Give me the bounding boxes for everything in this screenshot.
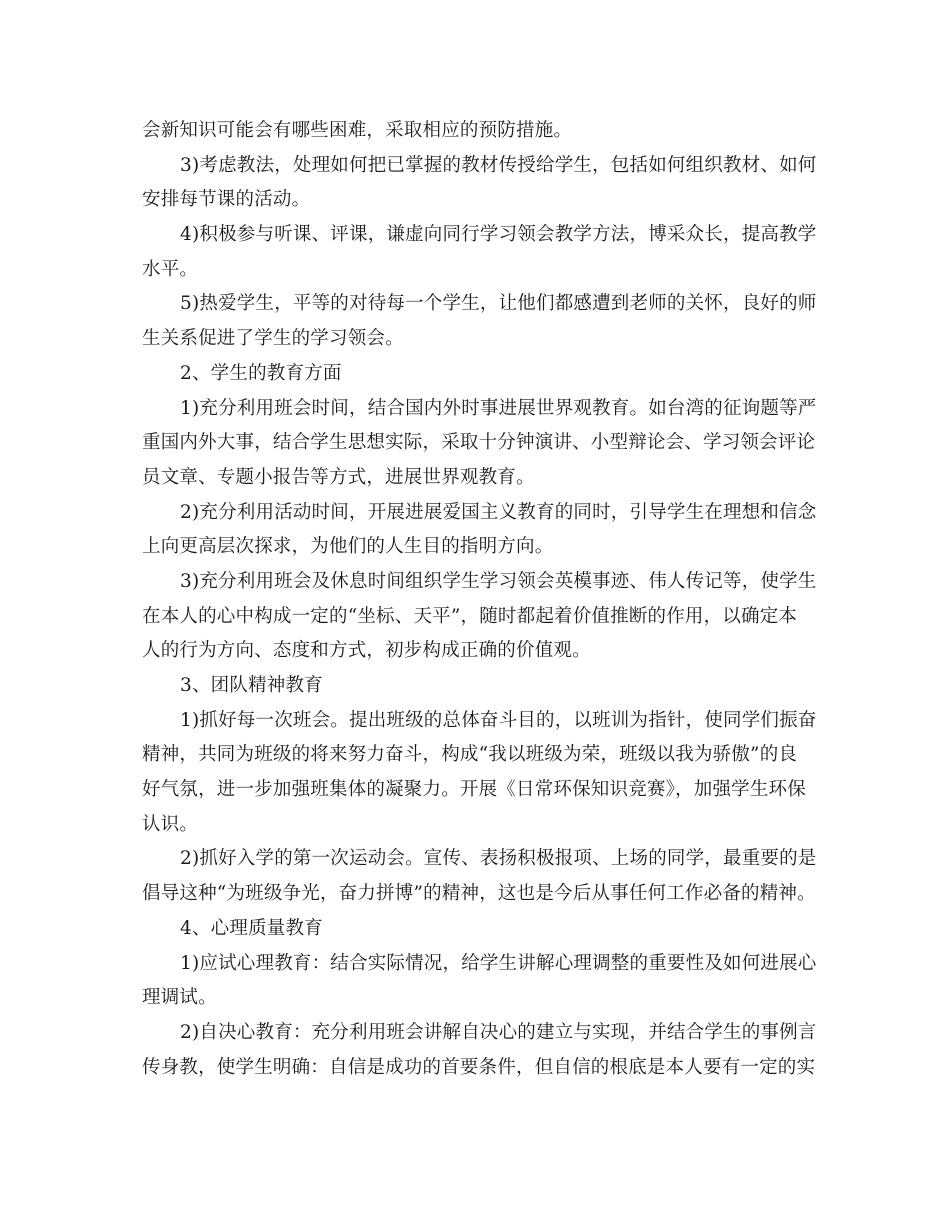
text-line: 水平。 xyxy=(142,258,199,280)
text-line: 3)充分利用班会及休息时间组织学生学习领会英模事迹、伟人传记等，使学生 xyxy=(180,570,817,592)
text-line: 重国内外大事，结合学生思想实际，采取十分钟演讲、小型辩论会、学习领会评论 xyxy=(142,432,816,454)
text-line: 3)考虑教法，处理如何把已掌握的教材传授给学生，包括如何组织教材、如何 xyxy=(180,154,817,176)
text-line: 生关系促进了学生的学习领会。 xyxy=(142,328,404,350)
text-line: 1)抓好每一次班会。提出班级的总体奋斗目的，以班训为指针，使同学们振奋 xyxy=(180,709,817,731)
text-line: 2)自决心教育：充分利用班会讲解自决心的建立与实现，并结合学生的事例言 xyxy=(180,1021,817,1043)
text-line: 认识。 xyxy=(142,813,199,835)
text-line: 3、团队精神教育 xyxy=(180,675,323,696)
text-line: 员文章、专题小报告等方式，进展世界观教育。 xyxy=(142,466,535,488)
text-line: 理调试。 xyxy=(142,987,217,1009)
text-line: 2、学生的教育方面 xyxy=(180,362,342,384)
text-line: 5)热爱学生，平等的对待每一个学生，让他们都感遭到老师的关怀，良好的师 xyxy=(180,293,817,315)
text-line: 精神，共同为班级的将来努力奋斗，构成“我以班级为荣，班级以我为骄傲”的良 xyxy=(142,744,798,766)
text-line: 安排每节课的活动。 xyxy=(142,189,311,211)
text-line: 在本人的心中构成一定的“坐标、天平”，随时都起着价值推断的作用，以确定本 xyxy=(142,605,798,627)
text-line: 1)充分利用班会时间，结合国内外时事进展世界观教育。如台湾的征询题等严 xyxy=(180,397,817,419)
text-line: 会新知识可能会有哪些困难，采取相应的预防措施。 xyxy=(142,120,573,141)
text-line: 好气氛，进一步加强班集体的凝聚力。开展《日常环保知识竞赛》，加强学生环保 xyxy=(142,779,806,801)
text-line: 2)抓好入学的第一次运动会。宣传、表扬积极报项、上场的同学，最重要的是 xyxy=(180,848,817,870)
text-line: 4、心理质量教育 xyxy=(180,917,323,939)
text-line: 4)积极参与听课、评课，谦虚向同行学习领会教学方法，博采众长，提高教学 xyxy=(180,224,817,246)
text-line: 2)充分利用活动时间，开展进展爱国主义教育的同时，引导学生在理想和信念 xyxy=(180,501,817,523)
text-line: 1)应试心理教育：结合实际情况，给学生讲解心理调整的重要性及如何进展心 xyxy=(180,952,817,974)
text-line: 上向更高层次探求，为他们的人生目的指明方向。 xyxy=(142,536,554,558)
text-line: 人的行为方向、态度和方式，初步构成正确的价值观。 xyxy=(142,640,591,662)
text-line: 传身教，使学生明确：自信是成功的首要条件，但自信的根底是本人要有一定的实 xyxy=(142,1056,816,1078)
document-body xyxy=(142,114,822,1085)
text-line: 倡导这种“为班级争光，奋力拼博”的精神，这也是今后从事任何工作必备的精神。 xyxy=(142,883,816,905)
